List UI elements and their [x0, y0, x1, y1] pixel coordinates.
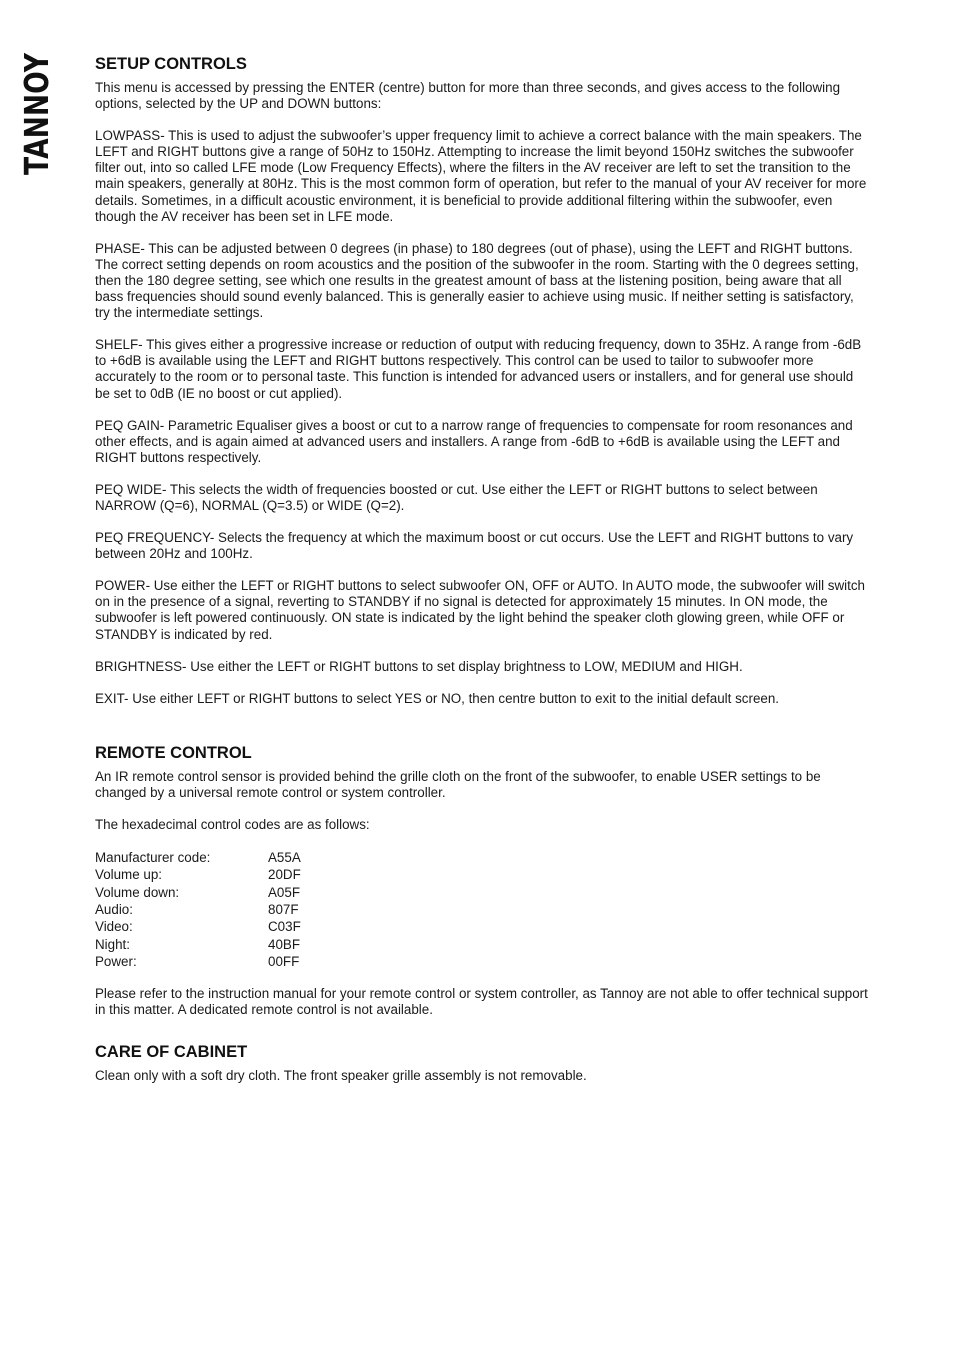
control-codes-table [95, 849, 870, 970]
care-text: Clean only with a soft dry cloth. The front speaker grille assembly is not removable. [95, 1068, 587, 1084]
setup-intro: This menu is accessed by pressing the ENTER (centre) button for more than three seconds, and gives access to the following options, selected by the UP and DOWN buttons: [95, 80, 841, 112]
section-heading-remote: REMOTE CONTROL [95, 743, 252, 762]
code-row [95, 884, 870, 901]
code-value: 20DF [268, 867, 301, 883]
setup-phase: PHASE- This can be adjusted between 0 degrees (in phase) to 180 degrees (out of phase), using the LEFT and RIGHT buttons. The correct setting depends on room acoustics and the position of the subwoofer in the room. Starting with the 0 degrees setting, then the 180 degree setting, see which one results in the greatest amount of bass at the listening position, being aware that all bass frequencies should sound evenly balanced. This is generally easier to achieve using music. If neither setting is satisfactory, try the intermediate settings. [95, 240, 859, 321]
code-label: Manufacturer code: [95, 850, 211, 866]
tannoy-logo [17, 23, 56, 177]
code-label: Audio: [95, 901, 133, 917]
code-label: Video: [95, 919, 133, 935]
code-value: A05F [268, 884, 301, 900]
setup-peq-frequency: PEQ FREQUENCY- Selects the frequency at which the maximum boost or cut occurs. Use the LEFT and RIGHT buttons to vary between 20Hz and 100Hz. [95, 530, 854, 562]
code-value: 00FF [268, 953, 300, 969]
logo-text: TANNOY [17, 23, 56, 175]
code-row [95, 936, 870, 953]
code-row [95, 918, 870, 935]
code-value: A55A [268, 850, 301, 866]
code-label: Power: [95, 953, 137, 969]
code-row [95, 849, 870, 866]
code-row [95, 866, 870, 883]
care-of-cabinet-section [95, 1042, 870, 1084]
setup-controls-section [95, 54, 870, 707]
code-label: Volume up: [95, 867, 162, 883]
setup-shelf: SHELF- This gives either a progressive increase or reduction of output with reducing frequency, down to 35Hz. A range from -6dB to +6dB is available using the LEFT and RIGHT buttons respectively. This control can be used to tailor to subwoofer more accurately to the room or to personal taste. This function is intended for advanced users or installers, and for general use should be set to 0dB (IE no boost or cut applied). [95, 337, 862, 401]
setup-power: POWER- Use either the LEFT or RIGHT buttons to select subwoofer ON, OFF or AUTO. In AUTO mode, the subwoofer will switch on in the presence of a signal, reverting to STANDBY if no signal is detected for approximately 15 minutes. In ON mode, the subwoofer is left powered continuously. ON state is indicated by the light behind the speaker cloth glowing green, while OFF or STANDBY is indicated by red. [95, 578, 865, 642]
section-heading-care: CARE OF CABINET [95, 1043, 248, 1062]
section-heading-setup: SETUP CONTROLS [95, 55, 247, 73]
code-row [95, 953, 870, 970]
remote-control-section [95, 743, 870, 1019]
page-content [95, 54, 870, 1100]
tannoy-logo-graphic [17, 23, 56, 177]
setup-lowpass: LOWPASS- This is used to adjust the subwoofer’s upper frequency limit to achieve a correct balance with the main speakers. The LEFT and RIGHT buttons give a range of 50Hz to 150Hz. Attempting to increase the limit beyond 150Hz switches the subwoofer filter out, into so called LFE mode (Low Frequency Effects), where the filters in the AV receiver are left to set the transition to the main speakers, generally at 80Hz. This is the most common form of operation, but refer to the manual of your AV receiver for more details. Sometimes, in a difficult acoustic environment, it is beneficial to provide additional filtering within the subwoofer, even though the AV receiver has been set in LFE mode. [95, 128, 867, 224]
remote-intro: An IR remote control sensor is provided behind the grille cloth on the front of the subwoofer, to enable USER settings to be changed by a universal remote control or system controller. [95, 768, 821, 800]
setup-peq-wide: PEQ WIDE- This selects the width of frequencies boosted or cut. Use either the LEFT or RIGHT buttons to select between NARROW (Q=6), NORMAL (Q=3.5) or WIDE (Q=2). [95, 481, 818, 513]
setup-brightness: BRIGHTNESS- Use either the LEFT or RIGHT buttons to set display brightness to LOW, MEDIUM and HIGH. [95, 658, 743, 674]
code-row [95, 901, 870, 918]
code-value: 807F [268, 901, 299, 917]
setup-peq-gain: PEQ GAIN- Parametric Equaliser gives a boost or cut to a narrow range of frequencies to compensate for room resonances and other effects, and is again aimed at advanced users and installers. A range from -6dB to +6dB is available using the LEFT and RIGHT buttons respectively. [95, 417, 853, 465]
code-label: Volume down: [95, 884, 180, 900]
remote-codes-intro: The hexadecimal control codes are as follows: [95, 817, 370, 832]
code-value: 40BF [268, 936, 301, 952]
setup-exit: EXIT- Use either LEFT or RIGHT buttons to select YES or NO, then centre button to exit to the initial default screen. [95, 690, 780, 706]
code-value: C03F [268, 919, 301, 935]
remote-outro: Please refer to the instruction manual for your remote control or system controller, as Tannoy are not able to offer technical support in this matter. A dedicated remote control is not available. [95, 986, 868, 1018]
code-label: Night: [95, 936, 130, 952]
